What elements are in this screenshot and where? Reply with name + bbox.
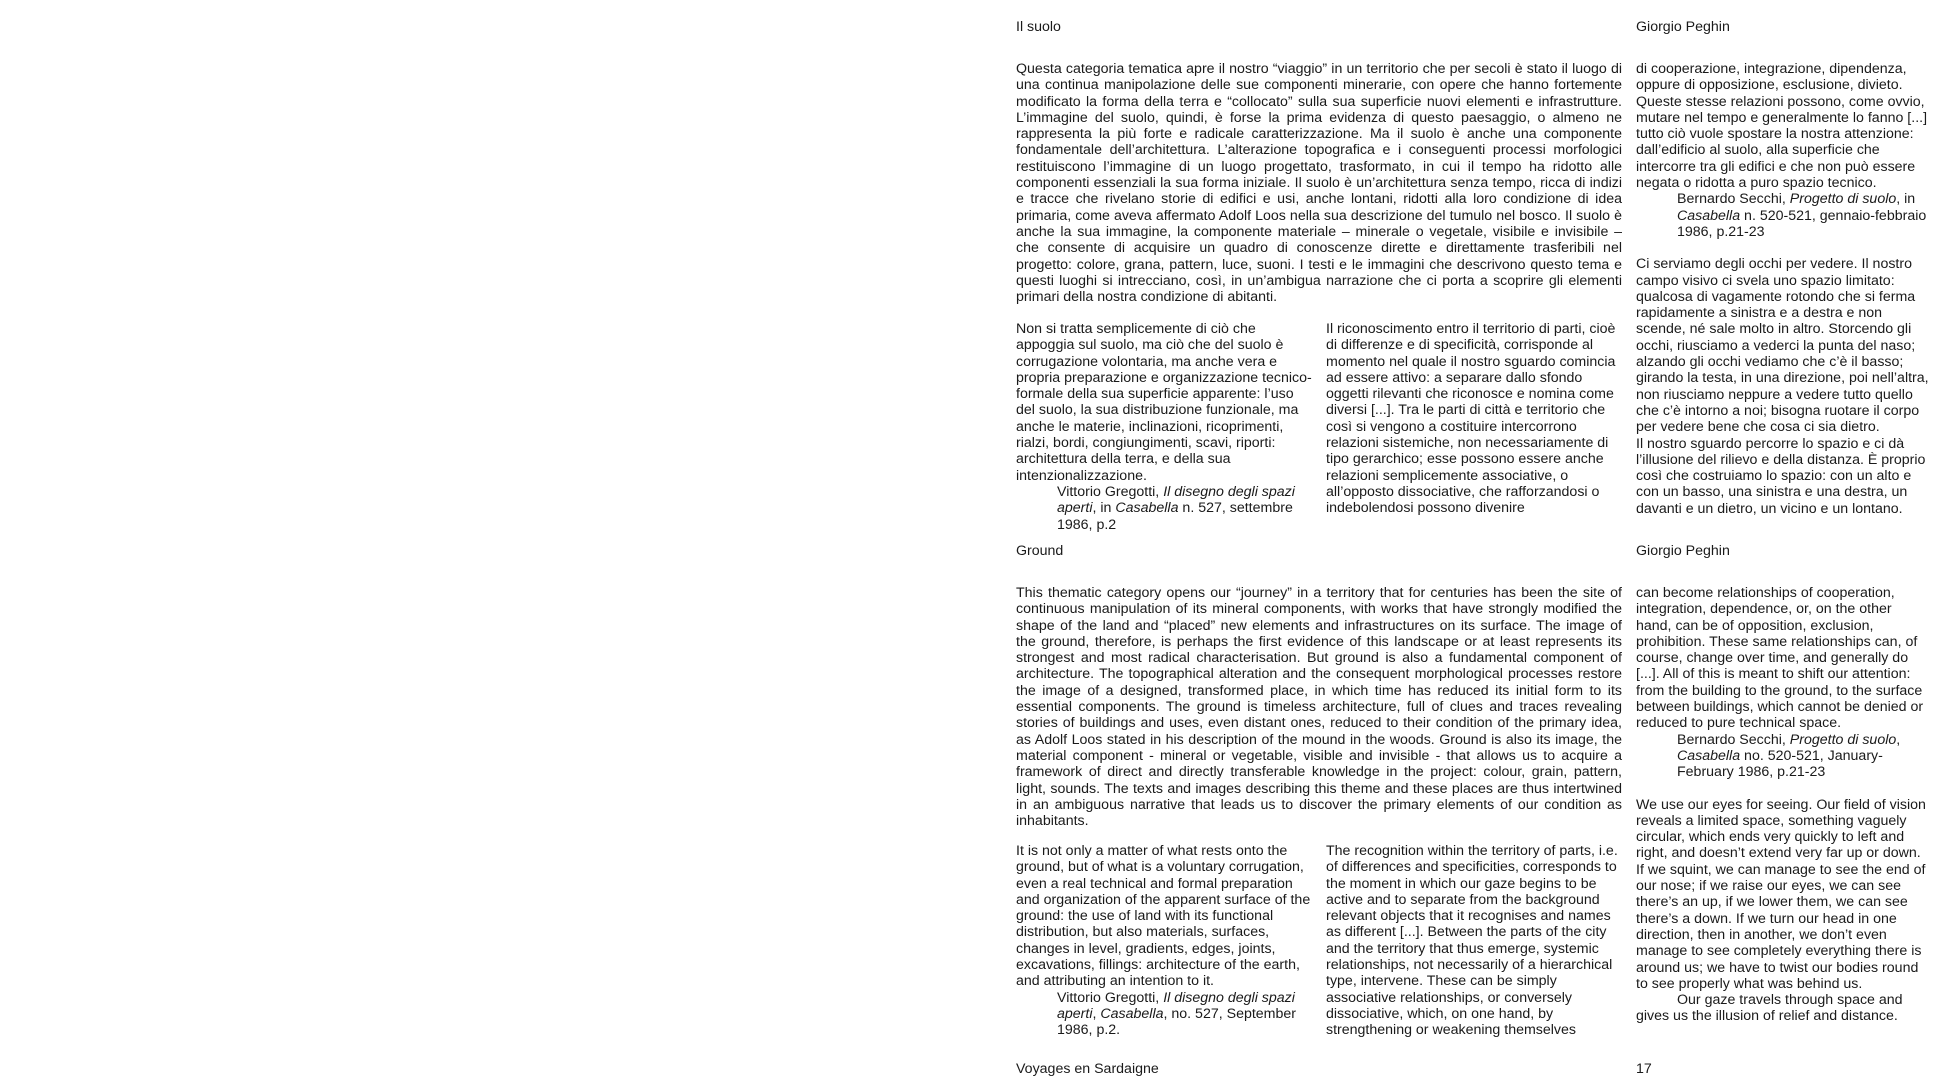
quote-perec-it-2: Il nostro sguardo percorre lo spazio e ci dà l’illusione del rilievo e della distanza. È proprio così che costruiamo lo spazio: con un alto e con un basso, una sinistra e una destra, un davanti e un dietro, un vicino e un lontano.	[1636, 435, 1926, 517]
quote-perec-it: Ci serviamo degli occhi per vedere. Il nostro campo visivo ci svela uno spazio limitato: qualcosa di vagamente rotondo che si ferma rapidamente a sinistra e a destra e non scende, né sale molto in altro. Storcendo gli occhi, riusciamo a vederci la punta del naso; alzando gli occhi vediamo che c’è il basso; girando la testa, in una direzione, poi nell’altra, non riusciamo neppure a vedere tutto quello che c’è intorno a noi; bisogna ruotare il corpo per vedere bene che cosa ci sia dietro.	[1636, 256, 1929, 436]
citation	[1016, 484, 1313, 533]
section-title-en: Ground	[1016, 543, 1064, 559]
quote-text: Non si tratta semplicemente di ciò che appoggia sul suolo, ma ciò che del suolo è corrugazione volontaria, ma anche vera e propria preparazione e organizzazione tecnico-formale della sua superficie apparente: l’uso del suolo, la sua distribuzione funzionale, ma anche le materie, inclinazioni, ricoprimenti, rialzi, bordi, congiungimenti, scavi, riporti: architettura della terra, e della sua intenzionalizzazione.	[1016, 321, 1312, 484]
citation-details: no. 520-521, January-February 1986, p.21-23	[1677, 747, 1883, 781]
quote-text: can become relationships of cooperation, integration, dependence, or, on the other hand, can be of opposition, exclusion, prohibition. These same relationships can, of course, change over time, and generally do [...]. All of this is meant to shift our attention: from the building to the ground, to the surface between buildings, which cannot be denied or reduced to pure technical space.	[1636, 585, 1924, 732]
citation-sep: ,	[1092, 1005, 1101, 1022]
citation-journal: Casabella	[1677, 207, 1741, 224]
citation-author: Vittorio Gregotti,	[1057, 483, 1164, 500]
citation-sep: , in	[1896, 191, 1916, 208]
citation-journal: Casabella	[1100, 1005, 1164, 1022]
citation	[1016, 990, 1313, 1039]
quote-secchi-it: Il riconoscimento entro il territorio di parti, cioè di differenze e di specificità, corrisponde al momento nel quale il nostro sguardo comincia ad essere attivo: a separare dallo sfondo oggetti rilevanti che riconosce e nomina come diversi [...]. Tra le parti di città e territorio che così si vengono a costituire intercorrono relazioni sistemiche, non necessariamente di tipo gerarchico; esse possono essere anche relazioni semplicemente associative, o all’opposto dissociative, che rafforzandosi o indebolendosi possono divenire	[1326, 321, 1616, 517]
quote-secchi-cont-en	[1636, 585, 1930, 1025]
citation-author: Bernardo Secchi,	[1677, 191, 1790, 208]
quote-gregotti-it	[1016, 321, 1313, 533]
citation-details: n. 527, settembre 1986, p.2	[1057, 500, 1293, 533]
page-number: 17	[1636, 1061, 1652, 1077]
intro-paragraph-en: This thematic category opens our “journey” in a territory that for centuries has been the site of continuous manipulation of its mineral components, with works that have strongly modified the shape of the land and “placed” new elements and infrastructures on its surface. The image of the ground, therefore, is perhaps the first evidence of this landscape or at least represents its strongest and most radical characterisation. But ground is also a fundamental component of architecture. The topographical alteration and the consequent morphological processes restore the image of a designed, transformed place, in which time has reduced its initial form to its essential components. The ground is timeless architecture, full of clues and traces revealing stories of buildings and uses, even distant ones, reduced to their condition of the primary idea, as Adolf Loos stated in his description of the mound in the woods. Ground is also its image, the material component - mineral or vegetable, visible and invisible - that allows us to acquire a framework of direct and directly transferable knowledge in the project: colour, grain, pattern, light, sounds. The texts and images describing this theme and these places are thus intertwined in an ambiguous narrative that leads us to discover the primary elements of our condition as inhabitants.	[1016, 585, 1622, 830]
footer-book-title: Voyages en Sardaigne	[1016, 1061, 1159, 1077]
citation-author: Bernardo Secchi,	[1677, 731, 1790, 748]
section-title-it: Il suolo	[1016, 19, 1061, 35]
author-name-it: Giorgio Peghin	[1636, 19, 1730, 35]
citation-sep: ,	[1896, 731, 1901, 748]
citation-title: Progetto di suolo	[1789, 191, 1897, 208]
quote-gregotti-en	[1016, 843, 1313, 1039]
citation-author: Vittorio Gregotti,	[1057, 989, 1164, 1006]
citation-title: Il disegno degli spazi aperti	[1057, 989, 1295, 1022]
citation-sep: , in	[1092, 500, 1116, 517]
quote-perec-en-2: Our gaze travels through space and gives us the illusion of relief and distance.	[1636, 992, 1903, 1025]
citation	[1636, 732, 1930, 781]
citation	[1636, 191, 1930, 240]
citation-title: Progetto di suolo	[1789, 731, 1897, 748]
quote-text: It is not only a matter of what rests onto the ground, but of what is a voluntary corrugation, even a real technical and formal preparation and organization of the apparent surface of the ground: the use of land with its functional distribution, but also materials, surfaces, changes in level, gradients, edges, joints, excavations, fillings: architecture of the earth, and attributing an intention to it.	[1016, 843, 1311, 990]
citation-details: n. 520-521, gennaio-febbraio 1986, p.21-23	[1677, 207, 1927, 240]
citation-journal: Casabella	[1115, 500, 1179, 517]
quote-perec-en: We use our eyes for seeing. Our field of vision reveals a limited space, something vaguely circular, which ends very quickly to left and right, and doesn’t extend very far up or down. If we squint, we can manage to see the end of our nose; if we raise our eyes, we can see there’s an up, if we lower them, we can see there’s a down. If we turn our head in one direction, then in another, we don’t even manage to see completely everything there is around us; we have to twist our bodies round to see properly what was behind us.	[1636, 796, 1926, 992]
author-name-en: Giorgio Peghin	[1636, 543, 1730, 559]
intro-paragraph-it: Questa categoria tematica apre il nostro “viaggio” in un territorio che per secoli è stato il luogo di una continua manipolazione delle sue componenti minerarie, con opere che hanno fortemente modificato la forma della terra e “collocato” sulla sua superficie nuovi elementi e infrastrutture. L’immagine del suolo, quindi, è forse la prima evidenza di questo paesaggio, o almeno ne rappresenta la più forte e radicale caratterizzazione. Ma il suolo è anche una componente fondamentale dell’architettura. L’alterazione topografica e i conseguenti processi morfologici restituiscono l’immagine di un luogo progettato, trasformato, in cui il tempo ha ridotto alle componenti essenziali la sua forma iniziale. Il suolo è un’architettura senza tempo, ricca di indizi e tracce che rivelano storie di edifici e usi, anche lontani, ridotti alla loro condizione di idea primaria, come aveva affermato Adolf Loos nella sua descrizione del tumulo nel bosco. Il suolo è anche la sua immagine, la componente materiale – minerale o vegetale, visibile e invisibile – che consente di acquisire un quadro di conoscenze dirette e direttamente trasferibili nel progetto: colore, grana, pattern, luce, suoni. I testi e le immagini che descrivono questo tema e questi luoghi si intrecciano, così, in un’ambigua narrazione che ci porta a scoprire gli elementi primari della nostra condizione di abitanti.	[1016, 61, 1622, 306]
quote-text: di cooperazione, integrazione, dipendenza, oppure di opposizione, esclusione, divieto. Queste stesse relazioni possono, come ovvio, mutare nel tempo e generalmente lo fanno [...] tutto ciò vuole spostare la nostra attenzione: dall’edificio al suolo, alla superficie che intercorre tra gli edifici e che non può essere negata o ridotta a puro spazio tecnico.	[1636, 61, 1928, 192]
quote-secchi-cont-it	[1636, 61, 1930, 517]
citation-details: , no. 527, September 1986, p.2.	[1057, 1005, 1297, 1039]
quote-secchi-en: The recognition within the territory of parts, i.e. of differences and specificities, corresponds to the moment in which our gaze begins to be active and to separate from the background relevant objects that it recognises and names as different [...]. Between the parts of the city and the territory that thus emerge, systemic relationships, not necessarily of a hierarchical type, intervene. These can be simply associative relationships, or conversely dissociative, which, on one hand, by strengthening or weakening themselves	[1326, 843, 1618, 1039]
citation-journal: Casabella	[1677, 747, 1741, 764]
citation-title: Il disegno degli spazi aperti	[1057, 483, 1295, 517]
